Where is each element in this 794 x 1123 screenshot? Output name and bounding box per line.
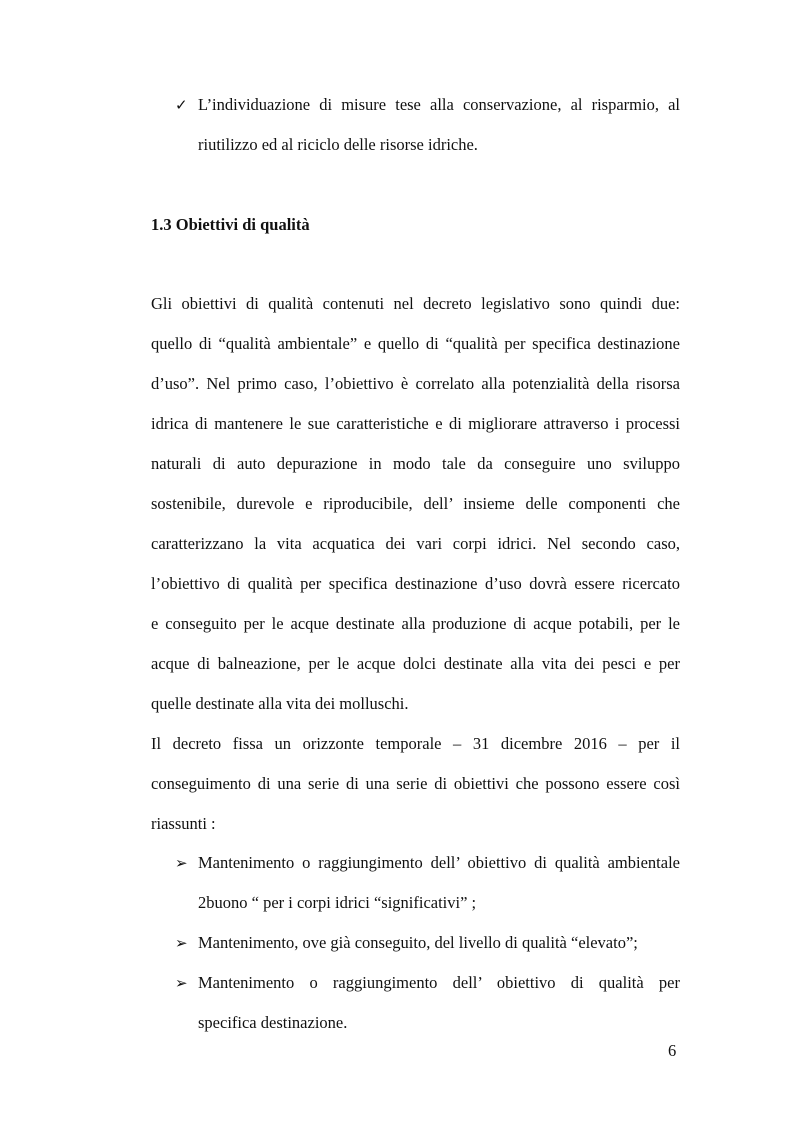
arrow-item-1-line-2: 2buono “ per i corpi idrici “significativi” ; — [198, 893, 477, 912]
paragraph-1-line-1: Gli obiettivi di qualità contenuti nel decreto legislativo sono quindi due: — [151, 294, 680, 313]
paragraph-1-line-9: e conseguito per le acque destinate alla produzione di acque potabili, per le — [151, 614, 680, 633]
arrow-item-2-line-1: Mantenimento, ove già conseguito, del livello di qualità “elevato”; — [198, 933, 638, 952]
section-heading: 1.3 Obiettivi di qualità — [151, 215, 310, 234]
arrow-bullet-icon: ➢ — [175, 934, 188, 952]
arrow-item-1-line-1: Mantenimento o raggiungimento dell’ obiettivo di qualità ambientale — [198, 853, 680, 872]
paragraph-2-line-1: Il decreto fissa un orizzonte temporale – 31 dicembre 2016 – per il — [151, 734, 680, 753]
paragraph-1-line-11: quelle destinate alla vita dei molluschi. — [151, 694, 409, 713]
paragraph-2-line-2: conseguimento di una serie di una serie di obiettivi che possono essere così — [151, 774, 680, 793]
check-bullet-line-2: riutilizzo ed al riciclo delle risorse idriche. — [198, 135, 478, 154]
paragraph-1-line-3: d’uso”. Nel primo caso, l’obiettivo è correlato alla potenzialità della risorsa — [151, 374, 680, 393]
arrow-bullet-icon: ➢ — [175, 974, 188, 992]
paragraph-1-line-2: quello di “qualità ambientale” e quello di “qualità per specifica destinazione — [151, 334, 680, 353]
paragraph-1-line-8: l’obiettivo di qualità per specifica destinazione d’uso dovrà essere ricercato — [151, 574, 680, 593]
paragraph-1-line-4: idrica di mantenere le sue caratteristiche e di migliorare attraverso i processi — [151, 414, 680, 433]
arrow-item-3-line-1: Mantenimento o raggiungimento dell’ obiettivo di qualità per — [198, 973, 680, 992]
arrow-item-3-line-2: specifica destinazione. — [198, 1013, 348, 1032]
check-bullet-line-1: L’individuazione di misure tese alla conservazione, al risparmio, al — [198, 95, 680, 114]
paragraph-1-line-5: naturali di auto depurazione in modo tale da conseguire uno sviluppo — [151, 454, 680, 473]
paragraph-1-line-10: acque di balneazione, per le acque dolci destinate alla vita dei pesci e per — [151, 654, 680, 673]
paragraph-1-line-7: caratterizzano la vita acquatica dei vari corpi idrici. Nel secondo caso, — [151, 534, 680, 553]
paragraph-1-line-6: sostenibile, durevole e riproducibile, dell’ insieme delle componenti che — [151, 494, 680, 513]
checkmark-icon: ✓ — [175, 96, 188, 114]
arrow-bullet-icon: ➢ — [175, 854, 188, 872]
paragraph-2-line-3: riassunti : — [151, 814, 216, 833]
page-number: 6 — [668, 1041, 677, 1060]
